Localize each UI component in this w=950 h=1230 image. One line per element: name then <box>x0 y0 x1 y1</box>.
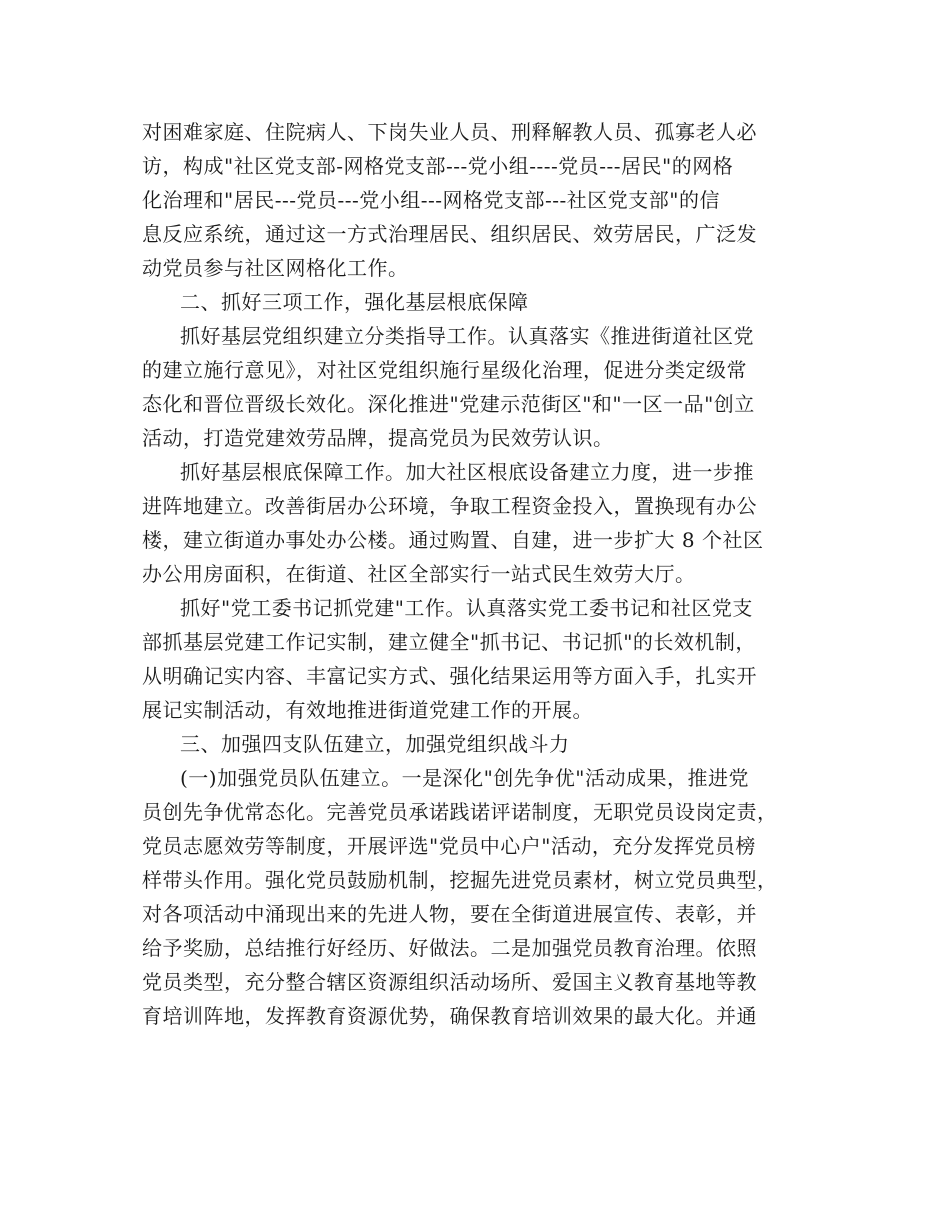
body-text-line: 给予奖励，总结推行好经历、好做法。二是加强党员教育治理。依照 <box>142 936 757 960</box>
body-text-line: 样带头作用。强化党员鼓励机制，挖掘先进党员素材，树立党员典型， <box>142 868 778 892</box>
body-text-line: 动党员参与社区网格化工作。 <box>142 256 409 280</box>
body-text-line: 态化和晋位晋级长效化。深化推进"党建示范街区"和"一区一品"创立 <box>142 392 755 416</box>
body-text-line: 活动，打造党建效劳品牌，提高党员为民效劳认识。 <box>142 426 614 450</box>
paragraph-first-line: 抓好基层根底保障工作。加大社区根底设备建立力度，进一步推 <box>180 460 754 484</box>
body-text-line: 部抓基层党建工作记实制，建立健全"抓书记、书记抓"的长效机制， <box>142 630 756 654</box>
body-text-line: 息反应系统，通过这一方式治理居民、组织居民、效劳居民，广泛发 <box>142 222 757 246</box>
paragraph-first-line: (一)加强党员队伍建立。一是深化"创先争优"活动成果，推进党 <box>180 766 750 790</box>
body-text-line: 访，构成"社区党支部-网格党支部---党小组----党员---居民"的网格 <box>142 154 734 178</box>
body-text-line: 的建立施行意见》，对社区党组织施行星级化治理，促进分类定级常 <box>142 358 747 382</box>
section-heading: 二、抓好三项工作，强化基层根底保障 <box>180 290 529 314</box>
body-text-line: 展记实制活动，有效地推进街道党建工作的开展。 <box>142 698 593 722</box>
paragraph-first-line: 抓好基层党组织建立分类指导工作。认真落实《推进街道社区党 <box>180 324 754 348</box>
body-text-line: 对各项活动中涌现出来的先进人物，要在全街道进展宣传、表彰，并 <box>142 902 757 926</box>
body-text-line: 从明确记实内容、丰富记实方式、强化结果运用等方面入手，扎实开 <box>142 664 757 688</box>
paragraph-first-line: 抓好"党工委书记抓党建"工作。认真落实党工委书记和社区党支 <box>180 596 753 620</box>
body-text-line: 楼，建立街道办事处办公楼。通过购置、自建，进一步扩大 8 个社区 <box>142 528 764 552</box>
body-text-line: 党员类型，充分整合辖区资源组织活动场所、爱国主义教育基地等教 <box>142 970 757 994</box>
body-text-line: 进阵地建立。改善街居办公环境，争取工程资金投入，置换现有办公 <box>142 494 757 518</box>
body-text-line: 对困难家庭、住院病人、下岗失业人员、刑释解教人员、孤寡老人必 <box>142 120 757 144</box>
body-text-line: 办公用房面积，在街道、社区全部实行一站式民生效劳大厅。 <box>142 562 696 586</box>
body-text-line: 育培训阵地，发挥教育资源优势，确保教育培训效果的最大化。并通 <box>142 1004 757 1028</box>
body-text-line: 化治理和"居民---党员---党小组---网格党支部---社区党支部"的信 <box>142 188 720 212</box>
body-text-line: 员创先争优常态化。完善党员承诺践诺评诺制度，无职党员设岗定责， <box>142 800 778 824</box>
section-heading: 三、加强四支队伍建立，加强党组织战斗力 <box>180 732 570 756</box>
body-text-line: 党员志愿效劳等制度，开展评选"党员中心户"活动，充分发挥党员榜 <box>142 834 756 858</box>
